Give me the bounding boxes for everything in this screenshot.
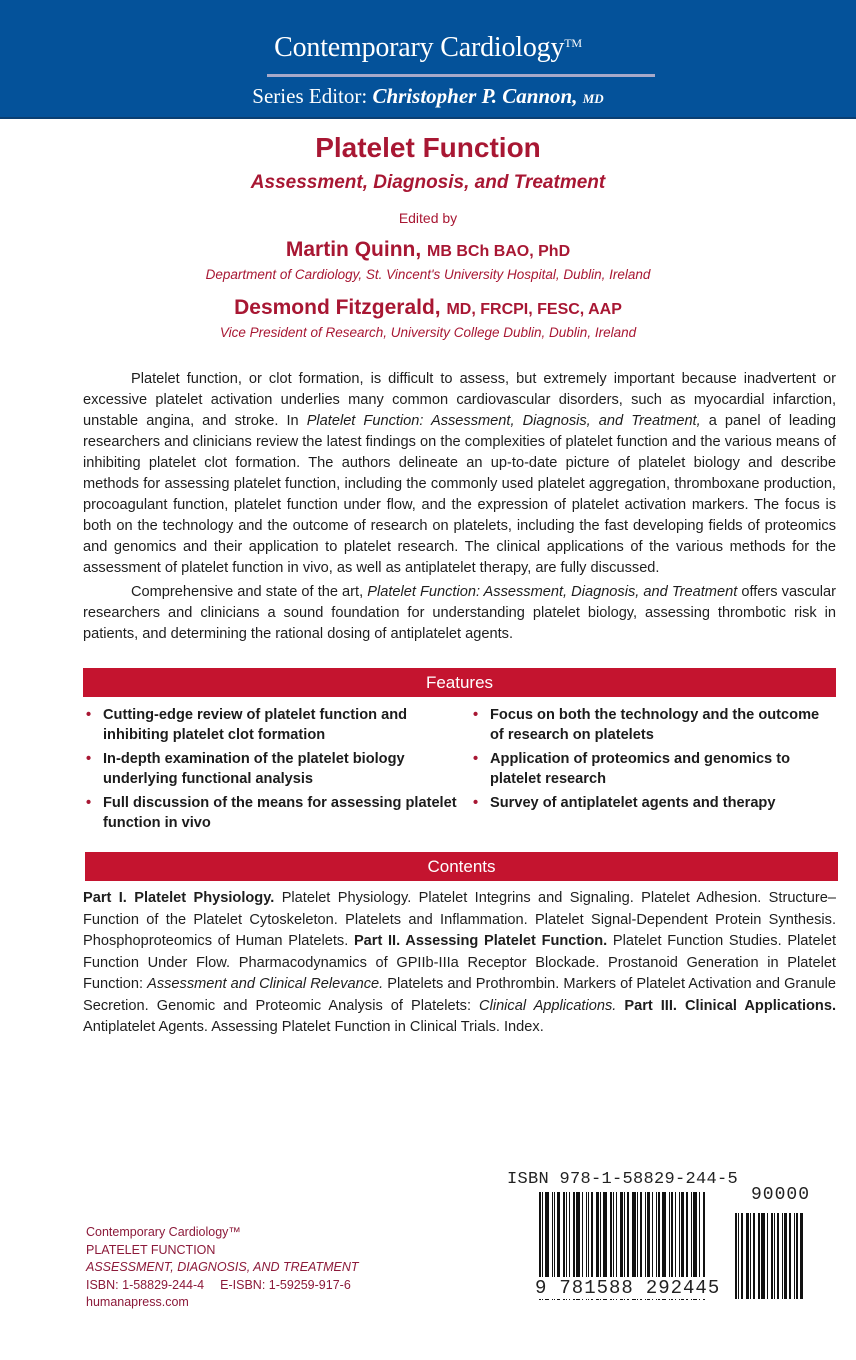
feature-text: Application of proteomics and genomics to platelet research: [490, 751, 791, 787]
imprint-subtitle: ASSESSMENT, DIAGNOSIS, AND TREATMENT: [86, 1260, 359, 1274]
series-editor-name: Christopher P. Cannon,: [372, 84, 578, 108]
barcode-bar: [777, 1213, 779, 1299]
contents-heading: Contents: [85, 852, 838, 881]
editor-2-affiliation: Vice President of Research, University College Dublin, Dublin, Ireland: [219, 325, 637, 340]
bullet-icon: •: [473, 795, 479, 811]
feature-text: In-depth examination of the platelet biology underlying functional analysis: [103, 751, 405, 787]
feature-text: Cutting-edge review of platelet function and inhibiting platelet clot formation: [103, 707, 408, 743]
description-title-ref: Platelet Function: Assessment, Diagnosis, and Treatment: [367, 584, 738, 600]
book-subtitle: Assessment, Diagnosis, and Treatment: [250, 172, 606, 193]
bullet-icon: •: [86, 707, 92, 723]
editor-1-credentials: MB BCh BAO, PhD: [427, 243, 571, 260]
part-1-chapters: Platelet Physiology. Platelet Integrins and Signaling. Platelet Adhesion. Structure–Function of the Platelet Cytoskeleton. Platelets and Inflammation. Platelet Signal-Dependent Protein Synthesis. Phosphoproteomics of Human Platelets.: [83, 890, 836, 949]
barcode-bar: [735, 1213, 737, 1299]
edited-by-label: Edited by: [398, 210, 458, 226]
series-divider: [267, 74, 655, 77]
imprint-title: PLATELET FUNCTION: [86, 1242, 216, 1257]
barcode-digits: [533, 1277, 722, 1299]
book-description: [83, 369, 836, 648]
series-editor-credential: MD: [582, 91, 604, 106]
series-editor: [0, 84, 856, 109]
barcode-bar: [796, 1213, 798, 1299]
editor-1-affiliation: Department of Cardiology, St. Vincent's University Hospital, Dublin, Ireland: [205, 267, 651, 282]
feature-item: [470, 705, 836, 745]
description-paragraph-2: [83, 582, 836, 645]
feature-item: [470, 793, 836, 833]
isbn-barcode: [505, 1170, 825, 1310]
barcode-bar: [741, 1213, 743, 1299]
barcode-digits-left: 781588: [559, 1277, 634, 1299]
feature-text: Full discussion of the means for assessing platelet function in vivo: [103, 795, 457, 831]
features-heading: Features: [83, 668, 836, 697]
part-3-label: Part III. Clinical Applications.: [624, 997, 837, 1014]
part-3-chapters: Antiplatelet Agents. Assessing Platelet Function in Clinical Trials. Index.: [83, 1019, 544, 1035]
barcode-digits-right: 292445: [645, 1277, 721, 1299]
barcode-bar: [782, 1213, 783, 1299]
imprint-block: [86, 1224, 406, 1312]
bullet-icon: •: [473, 707, 479, 723]
description-paragraph-1: [83, 369, 836, 579]
series-title-text: Contemporary Cardiology: [274, 32, 565, 63]
description-text: offers vascular researchers and clinicians a sound foundation for understanding platelet biology, assessing thrombotic risk in patients, and determining the rational dosing of antiplatelet agents.: [83, 584, 836, 642]
bullet-icon: •: [473, 751, 479, 767]
barcode-digit-first: 9: [535, 1277, 548, 1299]
editor-1-name-text: Martin Quinn,: [285, 238, 422, 261]
feature-item: [83, 793, 470, 833]
editor-2-name-text: Desmond Fitzgerald,: [234, 296, 441, 319]
description-text: Platelet function, or clot formation, is difficult to assess, but extremely important because inadvertent or excessive platelet activation underlies many common cardiovascular disorders, such as myocardial infarction, unstable angina, and stroke. In: [83, 371, 836, 429]
barcode-price-code: 90000: [751, 1185, 811, 1205]
barcode-bar: [746, 1213, 749, 1299]
part-2-label: Part II. Assessing Platelet Function.: [353, 933, 608, 949]
series-title: [0, 32, 856, 64]
imprint-isbn: ISBN: 1-58829-244-4: [86, 1277, 205, 1292]
part-2-chapter-subtitle: Assessment and Clinical Relevance.: [147, 976, 384, 992]
barcode-bar: [753, 1213, 755, 1299]
features-list: [83, 705, 836, 833]
barcode-bar: [738, 1213, 739, 1299]
title-block: [0, 128, 856, 342]
part-1-label: Part I. Platelet Physiology.: [83, 890, 275, 906]
barcode-bar: [800, 1213, 803, 1299]
barcode-bar: [767, 1213, 768, 1299]
feature-text: Survey of antiplatelet agents and therapy: [490, 795, 776, 811]
barcode-bar: [771, 1213, 773, 1299]
part-2-chapters: Platelets and Prothrombin. Markers of Platelet Activation and Granule Secretion. Genomic and Proteomic Analysis of Platelets:: [83, 976, 836, 1014]
imprint-isbns: [86, 1277, 406, 1295]
barcode-bar: [761, 1213, 765, 1299]
feature-item: [470, 749, 836, 789]
barcode-addon-bars: [735, 1213, 827, 1301]
feature-text: Focus on both the technology and the outcome of research on platelets: [490, 707, 820, 743]
contents-list: [83, 888, 836, 1039]
editor-1-name: [0, 236, 856, 266]
description-text: a panel of leading researchers and clinicians review the latest findings on the complexities of platelet function and the various means of inhibiting platelet clot formation. The authors delineate an up-to-date picture of platelet biology and describe methods for assessing platelet function, including the commonly used platelet aggregation, thromboxane production, procoagulant function, platelet function under flow, and the expression of platelet activation markers. The focus is both on the technology and the outcome of research on platelets, including the fast developing fields of proteomics and genomics and their application to platelet research. The clinical applications of the various methods for the assessment of platelet function in vivo, as well as antiplatelet therapy, are fully discussed.: [83, 413, 836, 576]
book-title: Platelet Function: [315, 132, 541, 163]
editor-2-credentials: MD, FRCPI, FESC, AAP: [446, 301, 622, 318]
barcode-bar: [784, 1213, 787, 1299]
bullet-icon: •: [86, 751, 92, 767]
part-2-chapters: Platelet Function Studies. Platelet Function Under Flow. Pharmacodynamics of GPIIb-IIIa Receptor Blockade. Prostanoid Generation in Platelet Function:: [83, 933, 836, 992]
bullet-icon: •: [86, 795, 92, 811]
feature-item: [83, 749, 470, 789]
imprint-eisbn: E-ISBN: 1-59259-917-6: [220, 1277, 351, 1292]
series-header: [0, 0, 856, 119]
description-text: Comprehensive and state of the art,: [131, 584, 368, 600]
barcode-isbn-label: ISBN 978-1-58829-244-5: [507, 1170, 739, 1189]
publisher-website: humanapress.com: [86, 1295, 189, 1309]
feature-item: [83, 705, 470, 745]
part-2-chapter-subtitle: Clinical Applications.: [479, 997, 617, 1014]
trademark-mark: TM: [564, 36, 582, 50]
barcode-bar: [750, 1213, 751, 1299]
series-editor-label: Series Editor:: [252, 84, 368, 108]
barcode-bar: [774, 1213, 775, 1299]
description-title-ref: Platelet Function: Assessment, Diagnosis, and Treatment,: [306, 413, 701, 429]
imprint-series: Contemporary Cardiology™: [86, 1225, 241, 1239]
barcode-bar: [758, 1213, 760, 1299]
barcode-bar: [794, 1213, 795, 1299]
editor-2-name: [0, 294, 856, 324]
barcode-bar: [789, 1213, 791, 1299]
